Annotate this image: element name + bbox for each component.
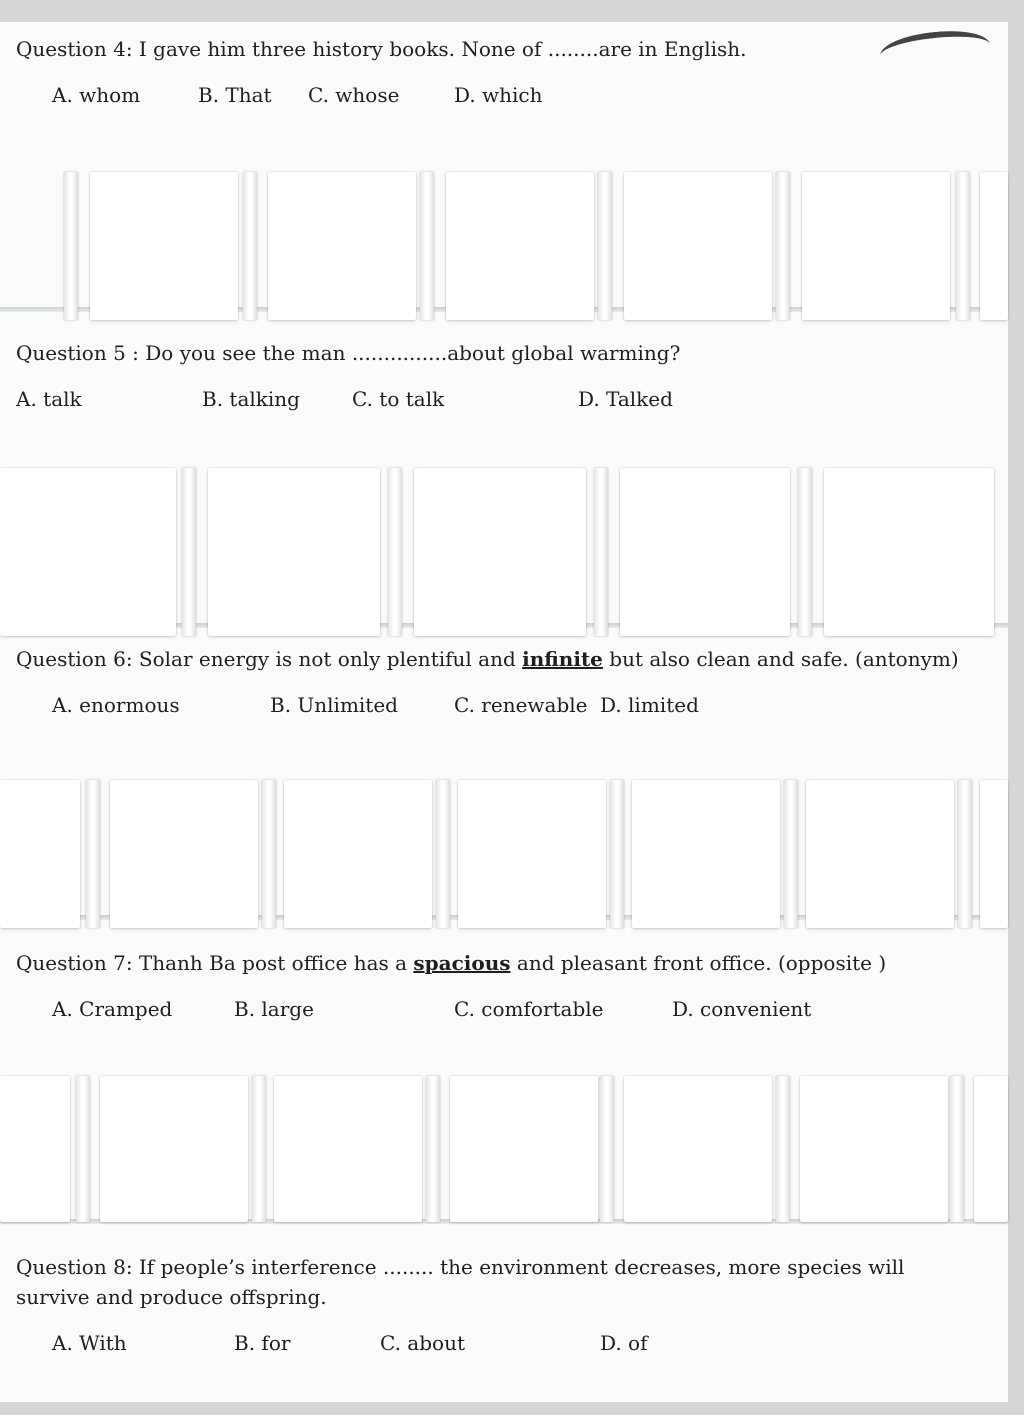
question-8-text: Question 8: If people’s interference ........ the environment decreases, more species will survive and produce offspring. <box>16 1255 905 1309</box>
blank-tile <box>620 468 790 636</box>
question-4-options <box>16 80 978 110</box>
divider-post <box>262 780 276 928</box>
blank-tile <box>980 172 1008 320</box>
blank-tile <box>458 780 606 928</box>
question-4-text: Question 4: I gave him three history books. None of ........are in English. <box>16 37 747 61</box>
divider-post <box>252 1076 266 1222</box>
option-d[interactable]: D. of <box>600 1331 648 1355</box>
question-6-text: Question 6: Solar energy is not only plentiful and infinite but also clean and safe. (antonym) <box>16 647 959 671</box>
divider-post <box>594 468 608 636</box>
divider-post <box>950 1076 964 1222</box>
option-d[interactable]: D. Talked <box>578 387 673 411</box>
option-b[interactable]: B. talking <box>202 387 300 411</box>
blank-tile <box>268 172 416 320</box>
decorative-strip <box>0 1076 1008 1234</box>
question-7-options <box>16 994 978 1024</box>
blank-tile <box>0 780 80 928</box>
option-a[interactable]: A. With <box>52 1331 127 1355</box>
option-c[interactable]: C. comfortable <box>454 997 604 1021</box>
option-d[interactable]: D. limited <box>600 693 699 717</box>
divider-post <box>86 780 100 928</box>
divider-post <box>776 172 790 320</box>
question-4 <box>16 34 978 107</box>
blank-tile <box>100 1076 248 1222</box>
divider-post <box>598 172 612 320</box>
option-b[interactable]: B. large <box>234 997 314 1021</box>
question-8-options <box>16 1328 968 1358</box>
option-a[interactable]: A. whom <box>52 83 141 107</box>
question-5-text: Question 5 : Do you see the man ...............about global warming? <box>16 341 681 365</box>
blank-tile <box>824 468 994 636</box>
divider-post <box>182 468 196 636</box>
blank-tile <box>274 1076 422 1222</box>
blank-tile <box>110 780 258 928</box>
option-d[interactable]: D. which <box>454 83 543 107</box>
blank-tile <box>208 468 380 636</box>
divider-post <box>956 172 970 320</box>
blank-tile <box>284 780 432 928</box>
question-7 <box>16 948 978 1021</box>
blank-tile <box>450 1076 598 1222</box>
question-6 <box>16 644 978 717</box>
blank-tile <box>802 172 950 320</box>
keyword-infinite: infinite <box>522 647 603 671</box>
divider-post <box>798 468 812 636</box>
blank-tile <box>446 172 594 320</box>
worksheet-page <box>0 22 1008 1402</box>
option-a[interactable]: A. talk <box>16 387 82 411</box>
question-6-options <box>16 690 978 720</box>
question-8 <box>16 1252 968 1355</box>
option-c[interactable]: C. renewable <box>454 693 588 717</box>
divider-post <box>436 780 450 928</box>
blank-tile <box>414 468 586 636</box>
blank-tile <box>632 780 780 928</box>
blank-tile <box>0 468 176 636</box>
blank-tile <box>800 1076 948 1222</box>
option-c[interactable]: C. about <box>380 1331 465 1355</box>
blank-tile <box>980 780 1008 928</box>
question-5-options <box>16 384 978 414</box>
divider-post <box>388 468 402 636</box>
option-a[interactable]: A. enormous <box>52 693 180 717</box>
divider-post <box>784 780 798 928</box>
option-c[interactable]: C. to talk <box>352 387 445 411</box>
blank-tile <box>624 1076 772 1222</box>
question-5 <box>16 338 978 411</box>
decorative-strip <box>0 468 1008 638</box>
blank-tile <box>806 780 954 928</box>
divider-post <box>76 1076 90 1222</box>
divider-post <box>958 780 972 928</box>
divider-post <box>600 1076 614 1222</box>
blank-tile <box>624 172 772 320</box>
question-7-text: Question 7: Thanh Ba post office has a spacious and pleasant front office. (opposite ) <box>16 951 887 975</box>
option-c[interactable]: C. whose <box>308 83 400 107</box>
option-d[interactable]: D. convenient <box>672 997 812 1021</box>
divider-post <box>426 1076 440 1222</box>
divider-post <box>64 172 78 320</box>
divider-post <box>776 1076 790 1222</box>
option-b[interactable]: B. for <box>234 1331 291 1355</box>
divider-post <box>243 172 257 320</box>
divider-post <box>420 172 434 320</box>
keyword-spacious: spacious <box>413 951 511 975</box>
divider-post <box>610 780 624 928</box>
blank-tile <box>0 1076 70 1222</box>
option-b[interactable]: B. Unlimited <box>270 693 398 717</box>
blank-tile <box>974 1076 1008 1222</box>
decorative-strip <box>0 780 1008 930</box>
blank-tile <box>90 172 238 320</box>
option-b[interactable]: B. That <box>198 83 272 107</box>
option-a[interactable]: A. Cramped <box>52 997 173 1021</box>
decorative-strip <box>0 172 1008 322</box>
